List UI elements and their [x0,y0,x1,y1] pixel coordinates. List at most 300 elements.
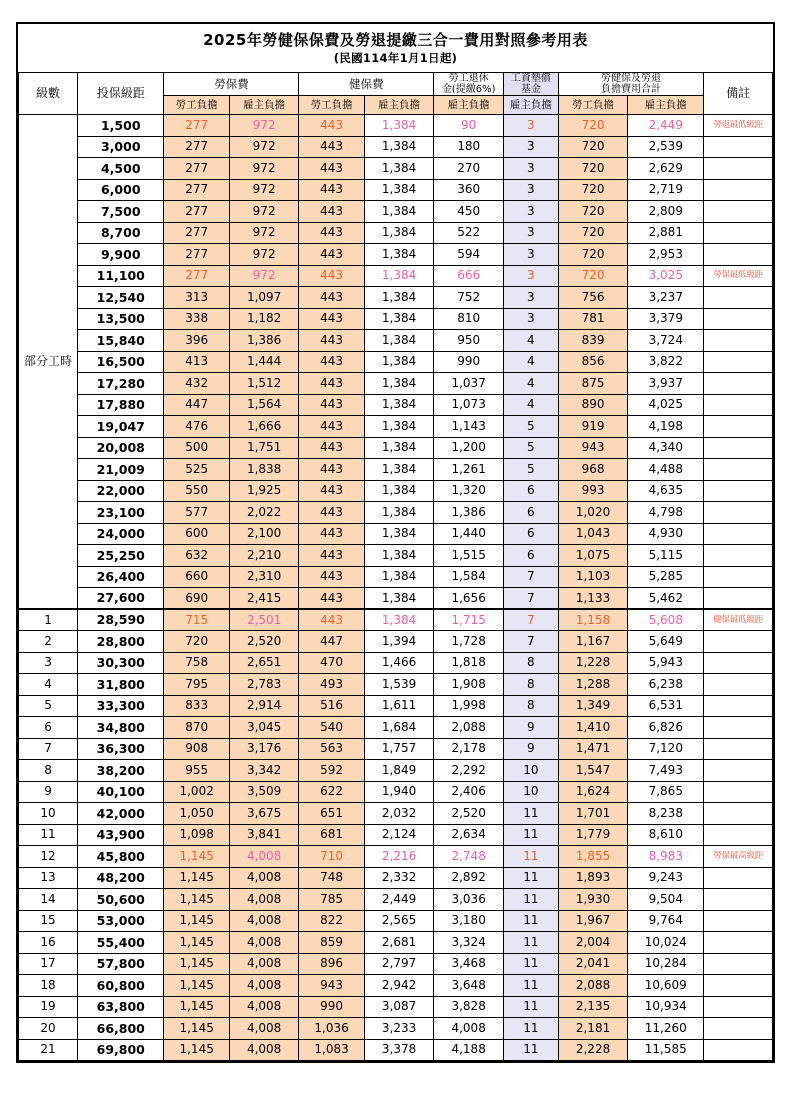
bracket-cell: 33,300 [78,695,164,717]
wage-fund-cell: 11 [503,1018,558,1040]
total-employer-cell: 2,539 [628,136,704,158]
health-employer-cell: 1,384 [364,566,434,588]
remark-cell: 健保最低級距 [704,609,773,631]
bracket-cell: 9,900 [78,244,164,266]
total-employee-cell: 1,547 [558,760,628,782]
bracket-cell: 12,540 [78,287,164,309]
total-employer-cell: 4,798 [628,502,704,524]
total-employee-cell: 890 [558,394,628,416]
remark-cell [704,910,773,932]
header-labor-pension-main: 勞工退休 [448,73,489,85]
total-employee-cell: 1,624 [558,781,628,803]
bracket-cell: 31,800 [78,674,164,696]
health-employer-cell: 3,087 [364,996,434,1018]
labor-employer-cell: 2,415 [229,588,299,610]
pension-cell: 1,073 [434,394,504,416]
wage-fund-cell: 8 [503,695,558,717]
remark-cell [704,502,773,524]
total-employee-cell: 2,004 [558,932,628,954]
table-row [19,566,773,588]
pension-cell: 2,292 [434,760,504,782]
table-row [19,373,773,395]
total-employer-cell: 8,610 [628,824,704,846]
labor-employee-cell: 277 [164,244,229,266]
bracket-cell: 63,800 [78,996,164,1018]
pension-cell: 1,908 [434,674,504,696]
labor-employer-cell: 972 [229,244,299,266]
pension-cell: 2,748 [434,846,504,868]
header-grade: 級數 [19,73,78,115]
health-employee-cell: 443 [299,158,364,180]
wage-fund-cell: 3 [503,265,558,287]
remark-cell: 勞退最低級距 [704,115,773,137]
pension-cell: 3,324 [434,932,504,954]
labor-employee-cell: 277 [164,158,229,180]
pension-cell: 2,406 [434,781,504,803]
total-employee-cell: 1,043 [558,523,628,545]
labor-employer-cell: 4,008 [229,889,299,911]
wage-fund-cell: 6 [503,545,558,567]
wage-fund-cell: 4 [503,330,558,352]
pension-cell: 450 [434,201,504,223]
table-body [19,115,773,1061]
total-employer-cell: 2,719 [628,179,704,201]
labor-employer-cell: 2,651 [229,652,299,674]
table-row [19,394,773,416]
wage-fund-cell: 11 [503,996,558,1018]
health-employer-cell: 3,233 [364,1018,434,1040]
remark-cell [704,394,773,416]
total-employee-cell: 1,158 [558,609,628,631]
bracket-cell: 17,280 [78,373,164,395]
labor-employee-cell: 277 [164,201,229,223]
labor-employer-cell: 1,512 [229,373,299,395]
labor-employee-cell: 870 [164,717,229,739]
labor-employer-cell: 4,008 [229,975,299,997]
wage-fund-cell: 11 [503,932,558,954]
pension-cell: 2,178 [434,738,504,760]
total-employee-cell: 720 [558,136,628,158]
labor-employee-cell: 660 [164,566,229,588]
health-employee-cell: 822 [299,910,364,932]
remark-cell [704,781,773,803]
pension-cell: 1,998 [434,695,504,717]
health-employer-cell: 1,384 [364,545,434,567]
remark-cell [704,545,773,567]
pension-cell: 1,037 [434,373,504,395]
total-employer-cell: 2,881 [628,222,704,244]
remark-cell [704,631,773,653]
header-remark: 備註 [704,73,773,115]
remark-cell [704,480,773,502]
pension-cell: 1,261 [434,459,504,481]
bracket-cell: 69,800 [78,1039,164,1061]
health-employer-cell: 1,394 [364,631,434,653]
table-row [19,1039,773,1061]
health-employer-cell: 1,384 [364,351,434,373]
remark-cell [704,824,773,846]
bracket-cell: 13,500 [78,308,164,330]
wage-fund-cell: 3 [503,222,558,244]
labor-employee-cell: 432 [164,373,229,395]
wage-fund-cell: 8 [503,674,558,696]
part-time-label: 部分工時 [19,115,78,610]
pension-cell: 1,818 [434,652,504,674]
health-employee-cell: 710 [299,846,364,868]
table-row [19,867,773,889]
labor-employer-cell: 3,045 [229,717,299,739]
labor-employer-cell: 4,008 [229,953,299,975]
header-wage-fund-main: 工資墊償 [510,73,551,85]
pension-cell: 3,180 [434,910,504,932]
total-employer-cell: 2,629 [628,158,704,180]
total-employee-cell: 1,103 [558,566,628,588]
bracket-cell: 21,009 [78,459,164,481]
health-employer-cell: 1,384 [364,136,434,158]
pension-cell: 1,656 [434,588,504,610]
wage-fund-cell: 6 [503,480,558,502]
labor-employer-cell: 4,008 [229,996,299,1018]
health-employee-cell: 859 [299,932,364,954]
bracket-cell: 24,000 [78,523,164,545]
health-employer-cell: 1,384 [364,330,434,352]
labor-employee-cell: 1,145 [164,932,229,954]
health-employer-cell: 1,384 [364,373,434,395]
grade-cell: 6 [19,717,78,739]
total-employee-cell: 993 [558,480,628,502]
table-row [19,996,773,1018]
header-hi-employer: 雇主負擔 [364,96,434,115]
health-employee-cell: 443 [299,523,364,545]
total-employer-cell: 5,462 [628,588,704,610]
health-employer-cell: 2,681 [364,932,434,954]
total-employee-cell: 1,228 [558,652,628,674]
total-employer-cell: 5,943 [628,652,704,674]
labor-employer-cell: 4,008 [229,910,299,932]
bracket-cell: 16,500 [78,351,164,373]
labor-employee-cell: 313 [164,287,229,309]
health-employee-cell: 990 [299,996,364,1018]
health-employee-cell: 443 [299,588,364,610]
total-employer-cell: 7,120 [628,738,704,760]
health-employer-cell: 2,797 [364,953,434,975]
total-employer-cell: 3,379 [628,308,704,330]
health-employer-cell: 2,332 [364,867,434,889]
remark-cell [704,695,773,717]
header-pension-employer: 雇主負擔 [434,96,504,115]
header-li-employee: 勞工負擔 [164,96,229,115]
labor-employee-cell: 277 [164,265,229,287]
pension-cell: 1,440 [434,523,504,545]
wage-fund-cell: 3 [503,287,558,309]
total-employee-cell: 720 [558,158,628,180]
total-employer-cell: 2,809 [628,201,704,223]
grade-cell: 12 [19,846,78,868]
table-sheet [16,22,775,1063]
pension-cell: 3,648 [434,975,504,997]
total-employee-cell: 943 [558,437,628,459]
wage-fund-cell: 11 [503,953,558,975]
wage-fund-cell: 7 [503,609,558,631]
labor-employee-cell: 1,050 [164,803,229,825]
bracket-cell: 4,500 [78,158,164,180]
labor-employer-cell: 2,501 [229,609,299,631]
remark-cell [704,179,773,201]
grade-cell: 5 [19,695,78,717]
bracket-cell: 38,200 [78,760,164,782]
labor-employee-cell: 908 [164,738,229,760]
health-employer-cell: 1,384 [364,480,434,502]
total-employer-cell: 5,649 [628,631,704,653]
total-employer-cell: 4,025 [628,394,704,416]
premium-reference-table [18,24,773,1061]
total-employee-cell: 2,228 [558,1039,628,1061]
wage-fund-cell: 5 [503,416,558,438]
pension-cell: 180 [434,136,504,158]
remark-cell [704,437,773,459]
table-row [19,1018,773,1040]
labor-employee-cell: 277 [164,115,229,137]
remark-cell [704,523,773,545]
total-employer-cell: 2,449 [628,115,704,137]
bracket-cell: 66,800 [78,1018,164,1040]
bracket-cell: 23,100 [78,502,164,524]
grade-cell: 17 [19,953,78,975]
header-combined [558,73,703,96]
bracket-cell: 1,500 [78,115,164,137]
total-employee-cell: 720 [558,244,628,266]
table-row [19,437,773,459]
total-employer-cell: 6,531 [628,695,704,717]
total-employer-cell: 7,493 [628,760,704,782]
table-row [19,695,773,717]
labor-employer-cell: 972 [229,179,299,201]
wage-fund-cell: 3 [503,201,558,223]
pension-cell: 1,200 [434,437,504,459]
wage-fund-cell: 11 [503,846,558,868]
grade-cell: 14 [19,889,78,911]
health-employee-cell: 443 [299,566,364,588]
remark-cell [704,588,773,610]
remark-cell [704,953,773,975]
total-employee-cell: 720 [558,115,628,137]
total-employee-cell: 781 [558,308,628,330]
labor-employee-cell: 550 [164,480,229,502]
wage-fund-cell: 5 [503,437,558,459]
total-employer-cell: 8,983 [628,846,704,868]
health-employer-cell: 2,216 [364,846,434,868]
grade-cell: 8 [19,760,78,782]
remark-cell [704,287,773,309]
table-row [19,932,773,954]
total-employee-cell: 856 [558,351,628,373]
pension-cell: 594 [434,244,504,266]
total-employer-cell: 11,585 [628,1039,704,1061]
bracket-cell: 22,000 [78,480,164,502]
table-row [19,222,773,244]
remark-cell [704,717,773,739]
table-row [19,889,773,911]
header-wage-fund [503,73,558,96]
header-wage-fund-sub: 基金 [520,84,541,96]
total-employer-cell: 6,826 [628,717,704,739]
grade-cell: 15 [19,910,78,932]
health-employee-cell: 443 [299,115,364,137]
health-employee-cell: 443 [299,222,364,244]
total-employee-cell: 720 [558,265,628,287]
grade-cell: 13 [19,867,78,889]
table-row [19,115,773,137]
total-employer-cell: 9,504 [628,889,704,911]
health-employer-cell: 1,940 [364,781,434,803]
table-row [19,738,773,760]
total-employee-cell: 2,181 [558,1018,628,1040]
wage-fund-cell: 3 [503,158,558,180]
pension-cell: 270 [434,158,504,180]
table-row [19,781,773,803]
header-hi-employee: 勞工負擔 [299,96,364,115]
labor-employer-cell: 2,914 [229,695,299,717]
total-employer-cell: 10,609 [628,975,704,997]
labor-employer-cell: 972 [229,136,299,158]
wage-fund-cell: 11 [503,803,558,825]
remark-cell [704,1018,773,1040]
total-employee-cell: 1,167 [558,631,628,653]
bracket-cell: 30,300 [78,652,164,674]
labor-employee-cell: 1,145 [164,1018,229,1040]
total-employer-cell: 5,115 [628,545,704,567]
wage-fund-cell: 11 [503,889,558,911]
table-row [19,652,773,674]
grade-cell: 2 [19,631,78,653]
table-row [19,824,773,846]
labor-employee-cell: 277 [164,222,229,244]
remark-cell [704,416,773,438]
bracket-cell: 48,200 [78,867,164,889]
table-row [19,609,773,631]
health-employer-cell: 1,384 [364,244,434,266]
health-employee-cell: 943 [299,975,364,997]
remark-cell [704,459,773,481]
table-row [19,953,773,975]
health-employee-cell: 443 [299,545,364,567]
remark-cell [704,136,773,158]
pension-cell: 1,320 [434,480,504,502]
labor-employer-cell: 1,386 [229,330,299,352]
labor-employer-cell: 1,564 [229,394,299,416]
wage-fund-cell: 6 [503,523,558,545]
health-employee-cell: 447 [299,631,364,653]
health-employer-cell: 1,384 [364,201,434,223]
labor-employer-cell: 972 [229,201,299,223]
health-employer-cell: 1,384 [364,179,434,201]
pension-cell: 360 [434,179,504,201]
table-row [19,803,773,825]
total-employer-cell: 8,238 [628,803,704,825]
bracket-cell: 8,700 [78,222,164,244]
wage-fund-cell: 7 [503,588,558,610]
pension-cell: 1,715 [434,609,504,631]
health-employer-cell: 1,384 [364,502,434,524]
labor-employer-cell: 4,008 [229,1039,299,1061]
health-employee-cell: 681 [299,824,364,846]
health-employer-cell: 1,384 [364,158,434,180]
labor-employee-cell: 1,145 [164,1039,229,1061]
health-employee-cell: 443 [299,416,364,438]
labor-employer-cell: 1,751 [229,437,299,459]
remark-cell [704,803,773,825]
labor-employer-cell: 2,783 [229,674,299,696]
pension-cell: 810 [434,308,504,330]
labor-employer-cell: 3,176 [229,738,299,760]
total-employer-cell: 2,953 [628,244,704,266]
table-row [19,502,773,524]
labor-employee-cell: 1,145 [164,867,229,889]
pension-cell: 1,728 [434,631,504,653]
table-row [19,136,773,158]
pension-cell: 1,515 [434,545,504,567]
health-employee-cell: 443 [299,330,364,352]
table-row [19,846,773,868]
remark-cell [704,652,773,674]
labor-employer-cell: 3,841 [229,824,299,846]
labor-employee-cell: 632 [164,545,229,567]
total-employee-cell: 1,410 [558,717,628,739]
total-employee-cell: 1,967 [558,910,628,932]
wage-fund-cell: 4 [503,394,558,416]
bracket-cell: 45,800 [78,846,164,868]
health-employee-cell: 896 [299,953,364,975]
labor-employer-cell: 4,008 [229,846,299,868]
grade-cell: 11 [19,824,78,846]
bracket-cell: 34,800 [78,717,164,739]
total-employer-cell: 7,865 [628,781,704,803]
remark-cell [704,244,773,266]
remark-cell [704,932,773,954]
health-employer-cell: 2,124 [364,824,434,846]
pension-cell: 4,188 [434,1039,504,1061]
labor-employer-cell: 1,666 [229,416,299,438]
bracket-cell: 3,000 [78,136,164,158]
health-employee-cell: 443 [299,308,364,330]
wage-fund-cell: 11 [503,824,558,846]
table-row [19,158,773,180]
health-employer-cell: 1,384 [364,609,434,631]
health-employer-cell: 1,384 [364,416,434,438]
health-employer-cell: 1,384 [364,287,434,309]
labor-employer-cell: 972 [229,115,299,137]
health-employer-cell: 1,384 [364,265,434,287]
labor-employer-cell: 3,509 [229,781,299,803]
header-li-employer: 雇主負擔 [229,96,299,115]
bracket-cell: 25,250 [78,545,164,567]
header-labor-insurance: 勞保費 [164,73,299,96]
remark-cell [704,1039,773,1061]
total-employee-cell: 720 [558,179,628,201]
labor-employer-cell: 3,675 [229,803,299,825]
remark-cell [704,975,773,997]
labor-employee-cell: 1,145 [164,889,229,911]
wage-fund-cell: 3 [503,136,558,158]
total-employee-cell: 1,471 [558,738,628,760]
health-employer-cell: 3,378 [364,1039,434,1061]
health-employer-cell: 1,466 [364,652,434,674]
table-row [19,330,773,352]
table-row [19,910,773,932]
health-employer-cell: 1,849 [364,760,434,782]
bracket-cell: 55,400 [78,932,164,954]
pension-cell: 2,088 [434,717,504,739]
